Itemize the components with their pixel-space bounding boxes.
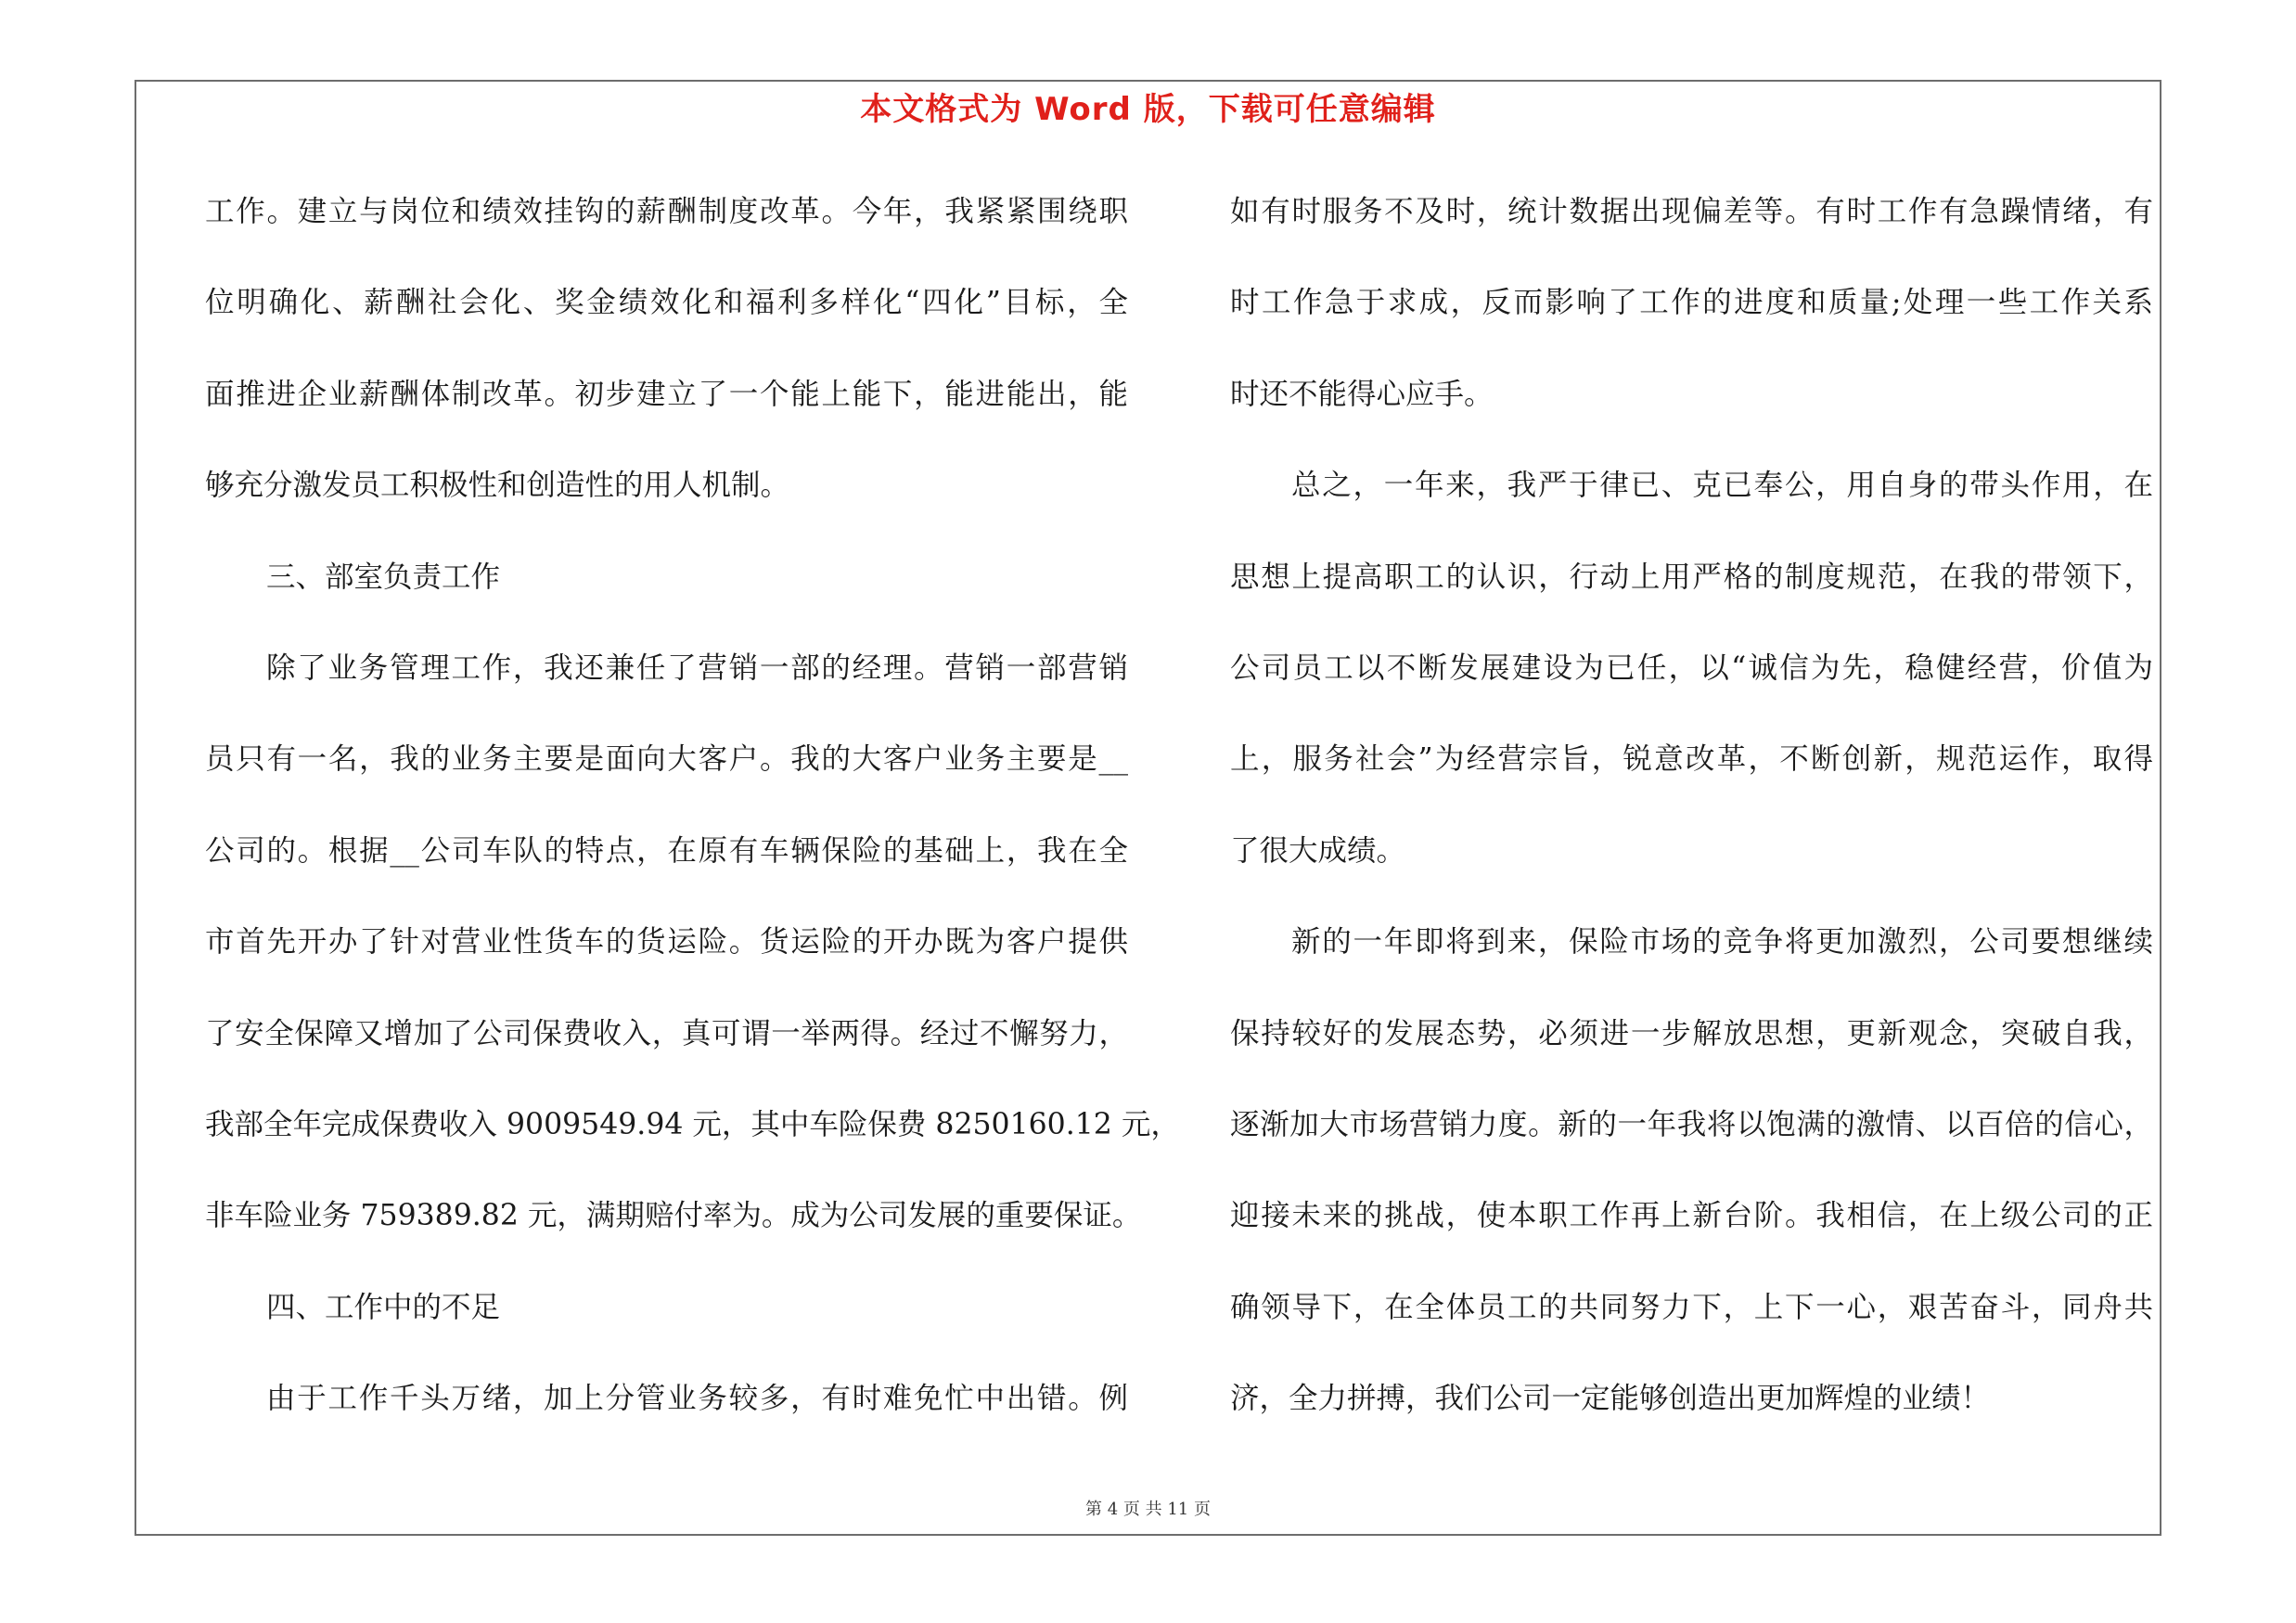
right-column-text-line: 思想上提高职工的认识，行动上用严格的制度规范，在我的带领下， bbox=[1230, 560, 2153, 594]
left-column-text-line: 员只有一名，我的业务主要是面向大客户。我的大客户业务主要是__ bbox=[205, 742, 1128, 777]
right-column-text-line: 上，服务社会”为经营宗旨，锐意改革，不断创新，规范运作，取得 bbox=[1230, 742, 2153, 777]
word-format-banner: 本文格式为 Word 版，下载可任意编辑 bbox=[860, 91, 1436, 128]
right-column bbox=[1230, 182, 2153, 1460]
left-column-text-line: 四、工作中的不足 bbox=[266, 1290, 501, 1324]
right-column-text-line: 保持较好的发展态势，必须进一步解放思想，更新观念，突破自我， bbox=[1230, 1016, 2153, 1050]
left-column-text-line: 了安全保障又增加了公司保费收入，真可谓一举两得。经过不懈努力， bbox=[205, 1016, 1128, 1050]
left-column-text-line: 除了业务管理工作，我还兼任了营销一部的经理。营销一部营销 bbox=[266, 650, 1128, 685]
right-column-text-line: 了很大成绩。 bbox=[1230, 833, 1406, 868]
left-column-text-line: 公司的。根据__公司车队的特点，在原有车辆保险的基础上，我在全 bbox=[205, 833, 1128, 868]
left-column-text-line: 够充分激发员工积极性和创造性的用人机制。 bbox=[205, 469, 790, 503]
right-column-text-line: 确领导下，在全体员工的共同努力下，上下一心，艰苦奋斗，同舟共 bbox=[1230, 1290, 2153, 1324]
right-column-text-line: 公司员工以不断发展建设为已任，以“诚信为先，稳健经营，价值为 bbox=[1230, 650, 2153, 685]
right-column-text-line: 时还不能得心应手。 bbox=[1230, 377, 1494, 411]
left-column-text-line: 三、部室负责工作 bbox=[266, 560, 501, 594]
left-column-text-line: 市首先开办了针对营业性货车的货运险。货运险的开办既为客户提供 bbox=[205, 925, 1128, 960]
left-column-text-line: 面推进企业薪酬体制改革。初步建立了一个能上能下，能进能出，能 bbox=[205, 377, 1128, 411]
right-column-text-line: 总之，一年来，我严于律已、克已奉公，用自身的带头作用，在 bbox=[1291, 469, 2153, 503]
left-column bbox=[205, 182, 1180, 1460]
right-column-text-line: 迎接未来的挑战，使本职工作再上新台阶。我相信，在上级公司的正 bbox=[1230, 1199, 2153, 1233]
left-column-text-line: 工作。建立与岗位和绩效挂钩的薪酬制度改革。今年，我紧紧围绕职 bbox=[205, 195, 1128, 228]
left-column-text-line: 位明确化、薪酬社会化、奖金绩效化和福利多样化“四化”目标，全 bbox=[205, 286, 1128, 320]
right-column-text-line: 新的一年即将到来，保险市场的竞争将更加激烈，公司要想继续 bbox=[1291, 925, 2153, 960]
left-column-text-line: 非车险业务 759389.82 元，满期赔付率为。成为公司发展的重要保证。 bbox=[205, 1199, 1142, 1233]
right-column-text-line: 济，全力拼搏，我们公司一定能够创造出更加辉煌的业绩！ bbox=[1230, 1382, 1991, 1416]
right-column-text-line: 逐渐加大市场营销力度。新的一年我将以饱满的激情、以百倍的信心， bbox=[1230, 1107, 2153, 1141]
right-column-text-line: 如有时服务不及时，统计数据出现偏差等。有时工作有急躁情绪，有 bbox=[1230, 195, 2153, 228]
left-column-text-line: 我部全年完成保费收入 9009549.94 元，其中车险保费 8250160.12 元， bbox=[205, 1107, 1180, 1141]
page-number-footer: 第 4 页 共 11 页 bbox=[1085, 1500, 1211, 1519]
left-column-text-line: 由于工作千头万绪，加上分管业务较多，有时难免忙中出错。例 bbox=[266, 1382, 1128, 1416]
right-column-text-line: 时工作急于求成，反而影响了工作的进度和质量;处理一些工作关系 bbox=[1230, 286, 2153, 320]
